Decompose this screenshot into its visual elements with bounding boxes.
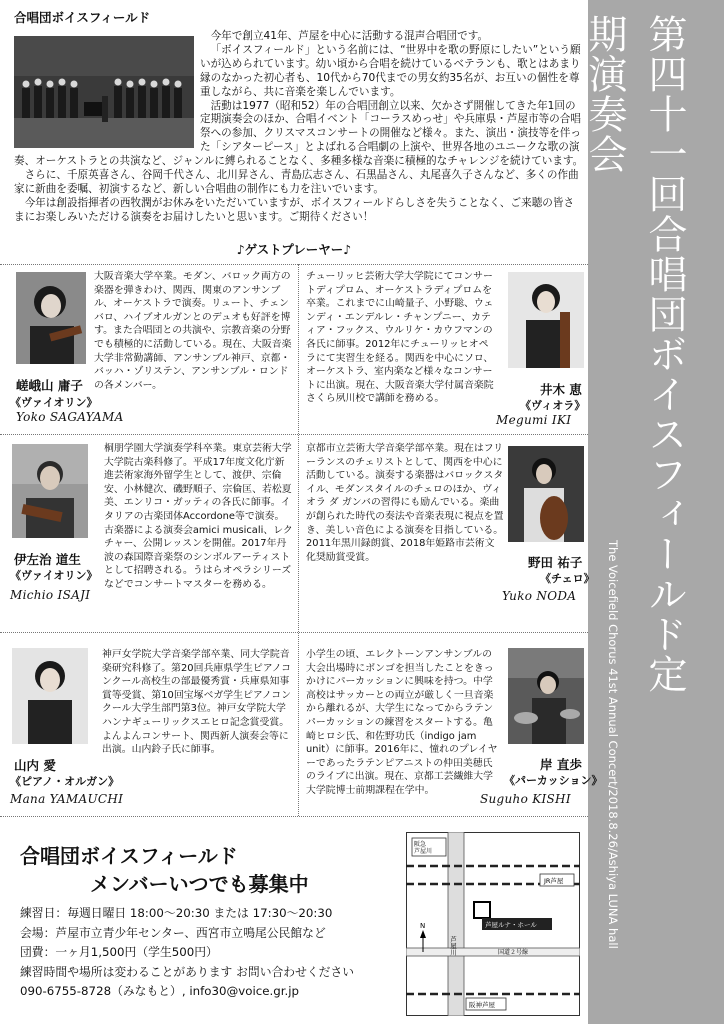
recruit-note: 練習時間や場所は変わることがあります お問い合わせください [20,964,355,979]
concert-title: 第四十一回合唱団ボイスフィールド定期演奏会 [582,14,687,694]
player-instrument: 《ヴァイオリン》 [10,396,98,409]
practice-day: 練習日：毎週日曜日 18:00〜20:30 または 17:30〜20:30 [20,906,333,920]
player-name: 岸 直歩 [540,757,582,772]
player-bio: 桐朋学園大学演奏学科卒業。東京芸術大学大学院古楽科修了。平成17年度文化庁新進芸術家海外留学生として、渡伊、宗倫安、小林健次、磯野順子、宗倫匡、若松夏美、エンリコ・ガッティの各氏に師事。イタリアの古楽団体Accordone等で演奏。古楽器による演奏会amici musicali、レクチャー、公開レッスンを開催。2017年丹波の森国際音楽祭のシンボルアーティストとして招聘される。うはらオペラシリーズなどでコンサートマスターを務める。 [104,443,293,590]
player-name: 山内 愛 [14,758,56,773]
player-bio: 小学生の頃、エレクトーンアンサンブルの大会出場時にボンゴを担当したことをきっかけにパーカッションに興味を持つ。中学高校はサッカーとの両立が厳しく一旦音楽から離れるが、大学生になってからラテンパーカッションの練習をスタートする。亀崎ヒロシ氏、和佐野功氏（indigo jam unit）に師事。2016年に、憧れのプレイヤーであったラテンピアニストの仲田美穂氏のライブに出演。現在、京都工芸繊維大学大学院博士前期課程在学中。 [306,649,498,796]
divider [0,264,588,265]
player-bio: 京都市立芸術大学音楽学部卒業。現在はフリーランスのチェリストとして、関西を中心に活動している。演奏する楽器はバロックスタイル、モダンスタイルのチェロのほか、ヴィオラ ダ ガンバの習得にも励んでいる。楽曲が創られた時代の奏法や音楽表現に視点を置き、美しい音色による演奏を目指している。2011年黒川録朗賞、2018年姫路市芸術文化奨励賞受賞。 [306,443,504,563]
player-photo [508,272,584,368]
player-photo [16,272,86,364]
map-label-north: N [420,922,426,930]
player-name: 嵯峨山 庸子 [16,378,83,393]
divider [0,632,588,633]
intro-paragraph: 今年は創設指揮者の西牧潤がお休みをいただいていますが、ボイスフィールドらしさを失うことなく、ご来聴の皆さまにお楽しみいただける演奏をお届けしたいと思います。ご期待ください！ [14,196,575,223]
guest-heading: ♪ゲストプレーヤー♪ [236,242,352,257]
practice-venue: 会場：芦屋市立青少年センター、西宮市立鳴尾公民館など [20,925,326,940]
player-instrument: 《ヴァイオリン》 [10,569,98,582]
intro-paragraph: 今年で創立41年、芦屋を中心に活動する混声合唱団です。 [210,30,489,42]
player-bio: チューリッヒ芸術大学大学院にてコンサートディプロム、オーケストラディプロムを卒業。これまでに山崎量子、小野聡、ウェンディ・エンデルレ・チャンプニー、カティア・フックス、ウルリケ・カウフマンの各氏に師事。2012年にチューリッヒオペラにて実習生を経る。関西を中心にソロ、オーケストラ、室内楽など様々なコンサートに出演。現在、大阪音楽大学付属音楽院さくら夙川校で講師を務める。 [306,271,494,405]
player-romaji: Yoko SAGAYAMA [16,410,124,424]
player-romaji: Yuko NODA [502,589,577,603]
map-label-hall: 芦屋ルナ・ホール [485,921,537,929]
player-photo [508,446,584,542]
access-map [406,832,580,1016]
map-label-hanshin: 阪神芦屋 [469,1001,495,1009]
player-photo [12,444,88,538]
recruit-info [20,904,354,1002]
player-photo [12,648,88,744]
player-bio: 大阪音楽大学卒業。モダン、バロック両方の楽器を弾きわけ、関西、関東のアンサンブル、オーケストラで演奏。リュート、チェンバロ、ハイブオルガンとのデュオも好評を博す。また合唱団との共演や、宗教音楽の分野でも積極的に活動している。現在、大阪音楽大学非常勤講師、アンサンブル神戸、京都・バッハ・ゾリステン、アンサンブル・ロンドの各メンバー。 [94,271,292,391]
contact-info[interactable]: 090-6755-8728（みなもと）, info30@voice.gr.jp [20,984,300,999]
player-romaji: Suguho KISHI [480,792,571,806]
player-instrument: 《ヴィオラ》 [520,399,586,412]
player-instrument: 《チェロ》 [540,572,595,585]
recruit-subtitle: メンバーいつでも募集中 [90,872,309,896]
player-name: 井木 恵 [540,382,582,397]
divider [298,264,299,816]
player-instrument: 《パーカッション》 [504,774,603,787]
intro-paragraph: さらに、千原英喜さん、谷岡千代さん、北川昇さん、青島広志さん、石黒晶さん、丸尾喜久子さんなど、多くの作曲家に新曲を委嘱、初演するなど、新しい合唱曲の制作にも力を注いでいます。 [14,169,579,195]
recruit-title: 合唱団ボイスフィールド [20,844,238,868]
player-name: 伊左治 道生 [14,552,81,567]
group-heading: 合唱団ボイスフィールド [14,10,151,25]
player-romaji: Michio ISAJI [10,588,91,602]
intro-paragraph: 「ボイスフィールド」という名前には、“世界中を歌の野原にしたい”という願いが込められています。幼い頃から合唱を続けているベテランも、歌とはあまり縁のなかった初心者も、10代から70代までの男女約35名が、お互いの個性を尊重しながら、共に音楽を楽しんでいます。 [200,43,581,98]
map-label-jr: JR芦屋 [544,877,564,885]
concert-subtitle: The Voicefield Chorus 41st Annual Concert/2018.8.26/Ashiya LUNA hall [606,540,620,949]
map-label-route: 国道２号線 [498,949,529,956]
player-romaji: Mana YAMAUCHI [10,792,124,806]
map-label-hankyu: 阪急芦屋川 [414,841,433,855]
player-photo [508,648,584,744]
player-name: 野田 祐子 [528,555,583,570]
intro-text [14,30,584,225]
player-romaji: Megumi IKI [496,413,572,427]
divider [0,434,588,435]
map-label-river: 芦屋川 [449,936,457,956]
player-instrument: 《ピアノ・オルガン》 [10,775,120,788]
divider [0,816,588,817]
player-bio: 神戸女学院大学音楽学部卒業、同大学院音楽研究科修了。第20回兵庫県学生ピアノコンクール高校生の部最優秀賞・兵庫県知事賞等受賞、第10回宝塚ベガ学生ピアノコンクール大学生部門第3位。神戸女学院大学ハンナギューリックスエヒロ記念賞受賞。よんよんコンサート、関西新人演奏会等に出演。山内鈴子氏に師事。 [102,649,292,756]
intro-paragraph: 活動は1977（昭和52）年の合唱団創立以来、欠かさず開催してきた年1回の定期演奏会のほか、合唱イベント「コーラスめっせ」や兵庫県・芦屋市等の合唱祭への参加、クリスマスコンサートの開催など様々。また、演出・演技等を伴った「シアターピース」とよばれる合唱劇の上演や、世界各地のユニークな歌の演奏、オーケストラとの共演など、ジャンルに縛られることなく、多種多様な音楽に積極的なチャレンジを続けています。 [14,99,584,168]
membership-fee: 団費：一ヶ月1,500円（学生500円） [20,945,218,960]
